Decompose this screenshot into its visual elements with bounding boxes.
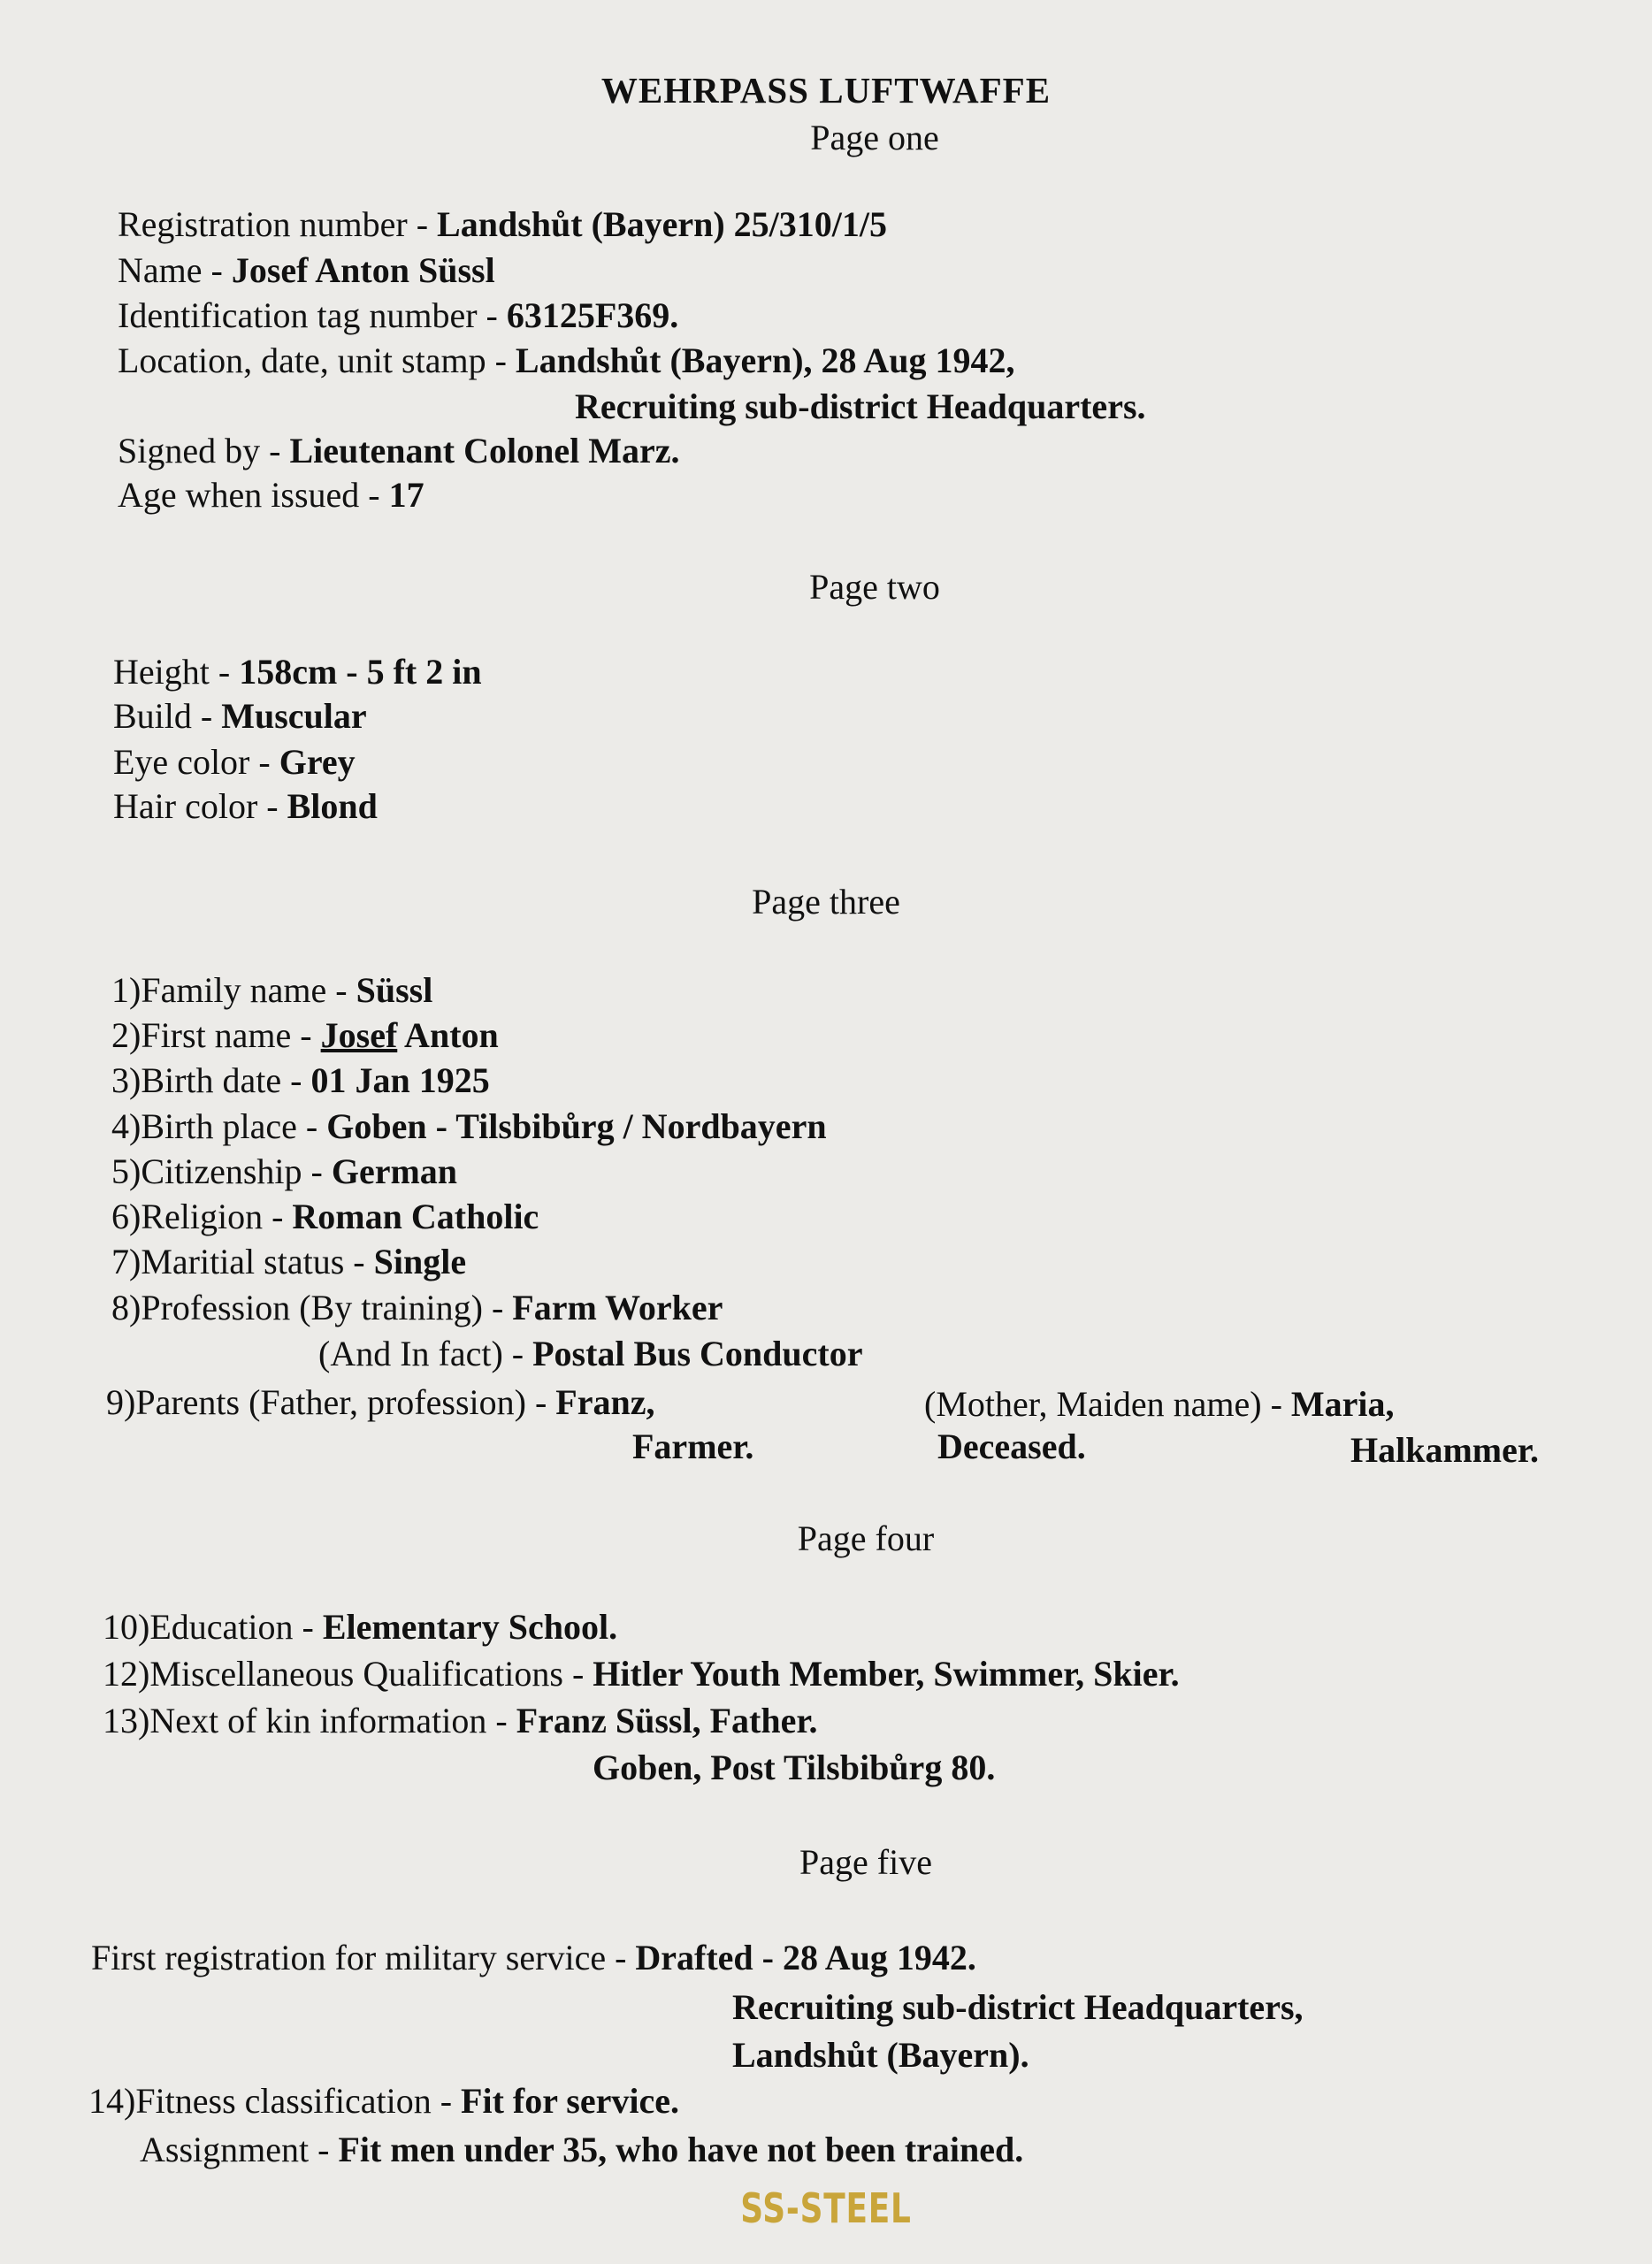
- field-value: Deceased.: [937, 1426, 1086, 1466]
- first-name-field: [111, 1014, 499, 1057]
- field-value: Blond: [287, 786, 378, 826]
- next-of-kin-address: [593, 1747, 995, 1789]
- field-label: 9)Parents (Father, profession) -: [106, 1382, 556, 1422]
- page-three-heading: Page three: [752, 882, 900, 922]
- field-value: German: [331, 1151, 458, 1191]
- field-value: Landshůt (Bayern).: [732, 2035, 1029, 2075]
- field-label: 4)Birth place -: [111, 1106, 327, 1146]
- birth-date-field: [111, 1059, 490, 1102]
- name-field: [118, 249, 495, 292]
- field-value: Grey: [279, 742, 356, 782]
- field-label: 3)Birth date -: [111, 1060, 311, 1100]
- field-label: Build -: [113, 696, 222, 736]
- mother-maiden-name: [1350, 1429, 1539, 1472]
- field-label: 5)Citizenship -: [111, 1151, 332, 1191]
- field-label: 1)Family name -: [111, 970, 356, 1010]
- field-value: Halkammer.: [1350, 1430, 1539, 1470]
- field-value: Farmer.: [632, 1426, 754, 1466]
- field-value-underlined: Josef: [320, 1015, 398, 1055]
- field-value: Goben - Tilsbibůrg / Nordbayern: [326, 1106, 827, 1146]
- first-registration-unit: [732, 1986, 1304, 2029]
- field-value: Maria,: [1290, 1384, 1395, 1424]
- field-value: Roman Catholic: [292, 1197, 539, 1236]
- field-label: Location, date, unit stamp -: [118, 340, 516, 380]
- field-value: Recruiting sub-district Headquarters.: [575, 386, 1146, 426]
- first-registration-field: [91, 1937, 976, 1979]
- hair-color-field: [113, 785, 378, 828]
- page-four-heading: Page four: [797, 1518, 935, 1558]
- field-value: Farm Worker: [512, 1288, 723, 1327]
- field-value: Postal Bus Conductor: [532, 1334, 863, 1373]
- field-value: Josef Anton Süssl: [231, 250, 495, 290]
- field-value: Goben, Post Tilsbibůrg 80.: [593, 1748, 996, 1787]
- field-value: Hitler Youth Member, Swimmer, Skier.: [593, 1654, 1180, 1694]
- field-label: 2)First name -: [111, 1015, 321, 1055]
- field-label: Assignment -: [140, 2130, 339, 2169]
- field-value: 63125F369.: [506, 295, 679, 335]
- page-two-heading: Page two: [809, 567, 940, 607]
- field-value: 01 Jan 1925: [310, 1060, 490, 1100]
- family-name-field: [111, 969, 432, 1012]
- registration-number: [118, 203, 887, 246]
- field-label: 13)Next of kin information -: [103, 1701, 516, 1740]
- next-of-kin-field: [103, 1700, 817, 1742]
- field-value: Elementary School.: [322, 1607, 618, 1647]
- field-label: 14)Fitness classification -: [88, 2081, 462, 2121]
- qualifications-field: [103, 1653, 1180, 1695]
- field-value: Fit men under 35, who have not been trained.: [338, 2130, 1024, 2169]
- location-date-unit-continued: [575, 386, 1146, 428]
- first-registration-location: [732, 2034, 1029, 2077]
- field-value: Lieutenant Colonel Marz.: [289, 431, 680, 470]
- mother-status: [937, 1426, 1086, 1468]
- assignment-field: [140, 2129, 1023, 2171]
- field-label: (And In fact) -: [318, 1334, 533, 1373]
- page-five-heading: Page five: [799, 1842, 932, 1882]
- field-label: Registration number -: [118, 204, 438, 244]
- document-title: WEHRPASS LUFTWAFFE: [600, 70, 1052, 111]
- father-profession: [632, 1426, 753, 1468]
- height-field: [113, 651, 482, 693]
- location-date-unit: [118, 340, 1014, 382]
- field-label: 6)Religion -: [111, 1197, 293, 1236]
- field-label: 8)Profession (By training) -: [111, 1288, 513, 1327]
- field-value: Landshůt (Bayern) 25/310/1/5: [437, 204, 888, 244]
- age-when-issued: [118, 474, 424, 516]
- field-label: 10)Education -: [103, 1607, 323, 1647]
- field-label: (Mother, Maiden name) -: [924, 1384, 1291, 1424]
- field-label: 7)Maritial status -: [111, 1242, 374, 1281]
- citizenship-field: [111, 1151, 457, 1193]
- field-label: Height -: [113, 652, 240, 692]
- eye-color-field: [113, 741, 356, 784]
- profession-in-fact-field: [318, 1333, 863, 1375]
- parents-father-field: [106, 1381, 654, 1424]
- field-label: First registration for military service -: [91, 1938, 636, 1977]
- field-label: 12)Miscellaneous Qualifications -: [103, 1654, 593, 1694]
- field-value: Single: [373, 1242, 467, 1281]
- field-label: Eye color -: [113, 742, 279, 782]
- identification-tag: [118, 294, 678, 337]
- education-field: [103, 1606, 617, 1648]
- field-value: Anton: [397, 1015, 499, 1055]
- field-value: Fit for service.: [461, 2081, 679, 2121]
- field-value: Franz,: [555, 1382, 655, 1422]
- signed-by: [118, 430, 680, 472]
- build-field: [113, 695, 367, 738]
- field-value: Muscular: [221, 696, 367, 736]
- field-label: Name -: [118, 250, 232, 290]
- field-label: Hair color -: [113, 786, 287, 826]
- field-value: Recruiting sub-district Headquarters,: [732, 1987, 1304, 2027]
- field-value: Landshůt (Bayern), 28 Aug 1942,: [515, 340, 1015, 380]
- watermark-logo: SS-STEEL: [740, 2184, 912, 2232]
- field-value: Süssl: [356, 970, 433, 1010]
- marital-status-field: [111, 1241, 466, 1283]
- parents-mother-field: [924, 1383, 1395, 1426]
- religion-field: [111, 1196, 539, 1238]
- birth-place-field: [111, 1105, 827, 1148]
- fitness-classification-field: [88, 2080, 679, 2122]
- field-label: Age when issued -: [118, 475, 389, 515]
- field-value: 158cm - 5 ft 2 in: [239, 652, 482, 692]
- field-label: Identification tag number -: [118, 295, 507, 335]
- field-value: Franz Süssl, Father.: [516, 1701, 818, 1740]
- field-value: Drafted - 28 Aug 1942.: [635, 1938, 976, 1977]
- profession-training-field: [111, 1287, 723, 1329]
- page-one-heading: Page one: [810, 118, 939, 157]
- field-value: 17: [388, 475, 424, 515]
- field-label: Signed by -: [118, 431, 290, 470]
